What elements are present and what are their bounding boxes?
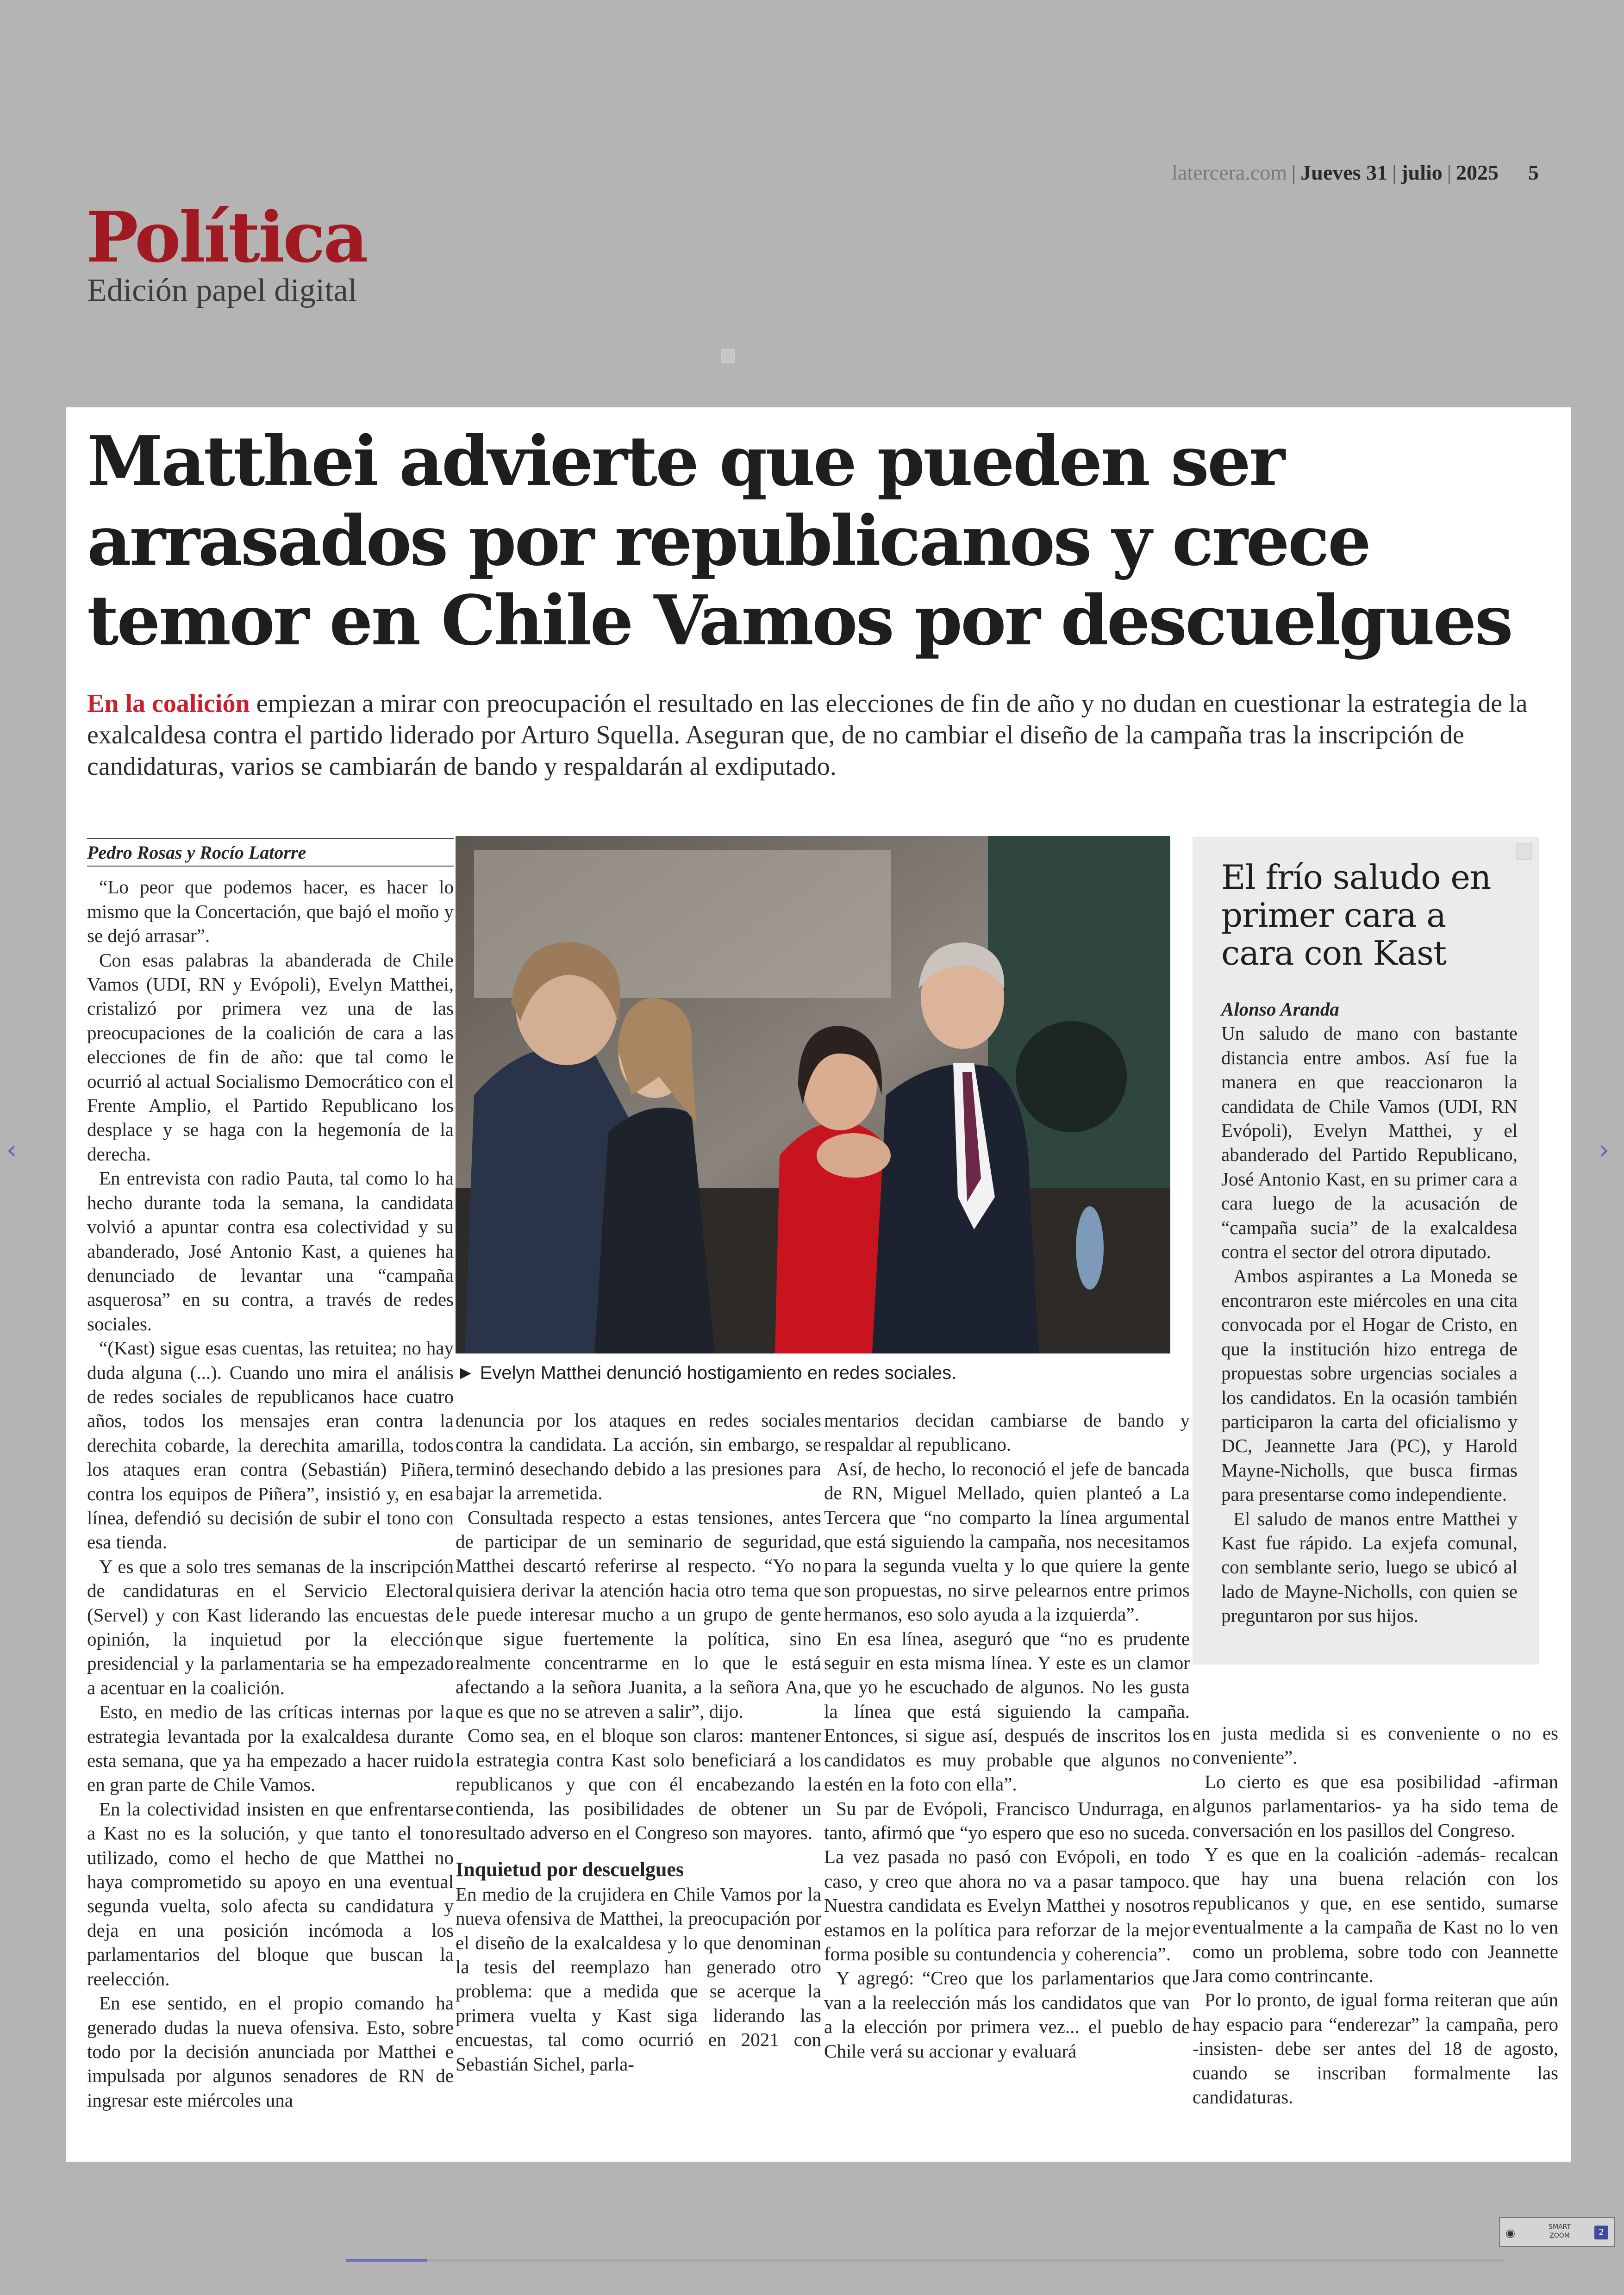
sidebar-byline: Alonso Aranda — [1221, 998, 1339, 1020]
article-photo — [456, 836, 1170, 1353]
paragraph: Así, de hecho, lo reconoció el jefe de bancada de RN, Miguel Mellado, quien planteó a La Tercera que “no comparto la línea argumental que está siguiendo la campaña, nos necesitamos para la segunda vuelta y lo que quiere la gente son propuestas, no sirve pelearnos entre primos hermanos, eso solo ayuda a la izquierda”. — [824, 1458, 1190, 1625]
eye-icon: ◉ — [1505, 2226, 1515, 2239]
paragraph: Con esas palabras la abanderada de Chile Vamos (UDI, RN y Evópoli), Evelyn Matthei, cristalizó por primera vez una de las preocupaciones de la coalición de cara a las elecciones de fin de año: que tal como le ocurrió al actual Socialismo Democrático con el Frente Amplio, el Partido Republicano los desplace y se haga con la hegemonía de la derecha. — [87, 949, 454, 1165]
paragraph: “Lo peor que podemos hacer, es hacer lo mismo que la Concertación, que bajó el moño y se dejó arrasar”. — [87, 876, 454, 947]
lede-text: empiezan a mirar con preocupación el resultado en las elecciones de fin de año y no dudan en cuestionar la estrategia de la exalcaldesa contra el partido liderado por Arturo Squella. Aseguran que, de no cambiar el diseño de la campaña tras la inscripción de candidaturas, varios se cambiarán de bando y respaldarán al exdiputado. — [87, 689, 1528, 781]
paragraph: En entrevista con radio Pauta, tal como lo ha hecho durante toda la semana, la candidata volvió a apuntar contra esa colectividad y su abanderado, José Antonio Kast, a quienes ha denunciado de levantar una “campaña asquerosa” en su contra, a través de redes sociales. — [87, 1167, 454, 1335]
photo-caption: ► Evelyn Matthei denunció hostigamiento en redes sociales. — [456, 1363, 957, 1383]
column-4 — [1193, 1721, 1558, 2109]
smart-zoom-button[interactable] — [1499, 2217, 1615, 2247]
edition-label: Edición papel digital — [87, 273, 357, 308]
site-name[interactable]: latercera.com — [1172, 161, 1287, 184]
article-marker-icon[interactable] — [721, 349, 735, 363]
paragraph: Y es que a solo tres semanas de la inscripción de candidaturas en el Servicio Electoral (Servel) y con Kast liderando las encuestas de opinión, la inquietud por la elección presidencial y la parlamentaria se ha empezado a acentuar en la coalición. — [87, 1555, 454, 1698]
next-page-icon[interactable]: › — [1599, 1135, 1610, 1165]
issue-year: 2025 — [1456, 161, 1499, 184]
sidebar-paragraph: Un saludo de mano con bastante distancia entre ambos. Así fue la manera en que reaccionaron la candidata de Chile Vamos (UDI, RN Evópoli), Evelyn Matthei, y el abanderado del Partido Republicano, José Antonio Kast, en su primer cara a cara luego de la acusación de “campaña sucia” de la exalcaldesa contra el sector del otrora diputado. — [1221, 1023, 1518, 1263]
issue-day: Jueves 31 — [1300, 161, 1388, 184]
page-progress-bar[interactable] — [346, 2259, 1504, 2262]
paragraph: Lo cierto es que esa posibilidad -afirman algunos parlamentarios- ya ha sido tema de conversación en los pasillos del Congreso. — [1193, 1771, 1558, 1841]
paragraph: denuncia por los ataques en redes sociales contra la candidata. La acción, sin embargo, se terminó desechando debido a las presiones para bajar la arremetida. — [456, 1409, 821, 1504]
paragraph: En esa línea, aseguró que “no es prudente seguir en esta misma línea. Y este es un clamor que yo he escuchado de algunos. No les gusta la línea que está siguiendo la campaña. Entonces, si sigue así, después de inscritos los candidatos es muy probable que algunos no estén en la foto con ella”. — [824, 1628, 1190, 1795]
column-3 — [824, 1408, 1190, 2063]
sidebar-box — [1193, 837, 1539, 1665]
paragraph: mentarios decidan cambiarse de bando y respaldar al republicano. — [824, 1409, 1190, 1455]
paragraph: Por lo pronto, de igual forma reiteran que aún hay espacio para “enderezar” la campaña, pero -insisten- debe ser antes del 18 de agosto, cuando se inscriban formalmente las candidaturas. — [1193, 1989, 1558, 2108]
subhead: Inquietud por descuelgues — [456, 1858, 684, 1881]
paragraph: “(Kast) sigue esas cuentas, las retuitea; no hay duda alguna (...). Cuando uno mira el análisis de redes sociales de republicanos hace cuatro años, todos los mensajes eran contra la derechita cobarde, la derechita amarilla, todos los ataques eran contra (Sebastián) Piñera, contra los equipos de Piñera”, insistió y, en esa línea, defendió su decisión de subir el tono con esa tienda. — [87, 1337, 454, 1553]
smart-zoom-label: SMART ZOOM — [1549, 2223, 1571, 2239]
paragraph: Su par de Evópoli, Francisco Undurraga, en tanto, afirmó que “yo espero que eso no suceda. La vez pasada no pasó con Evópoli, en todo caso, y creo que ahora no va a pasar tampoco. Nuestra candidata es Evelyn Matthei y nosotros estamos en la política para reforzar de la mejor forma posible su contundencia y coherencia”. — [824, 1797, 1190, 1964]
page-number: 5 — [1528, 161, 1539, 184]
lede — [87, 688, 1541, 782]
lede-kicker: En la coalición — [87, 689, 250, 718]
masthead — [0, 0, 1624, 407]
byline: Pedro Rosas y Rocío Latorre — [87, 838, 454, 867]
paragraph: Como sea, en el bloque son claros: mantener la estrategia contra Kast solo beneficiará a los republicanos y que con él encabezando la contienda, las posibilidades de obtener un resultado adverso en el Congreso son mayores. — [456, 1725, 821, 1843]
paragraph: En la colectividad insisten en que enfrentarse a Kast no es la solución, y que tanto el tono utilizado, como el hecho de que Matthei no haya comprometido su apoyo en una eventual segunda vuelta, solo afecta su candidatura y deja en una posición incómoda a los parlamentarios del bloque que buscan la reelección. — [87, 1798, 454, 1989]
sidebar-body — [1221, 997, 1518, 1628]
headline: Matthei advierte que pueden ser arrasados por republicanos y crece temor en Chile Vamos por descuelgues — [87, 421, 1512, 661]
column-2 — [456, 1408, 821, 2076]
page-progress-fill — [346, 2259, 427, 2262]
sidebar-paragraph: El saludo de manos entre Matthei y Kast fue rápido. La exjefa comunal, con semblante serio, luego se ubicó al lado de Mayne-Nicholls, con quien se preguntaron por sus hijos. — [1221, 1508, 1518, 1627]
column-1 — [87, 838, 454, 2112]
paragraph: En ese sentido, en el propio comando ha generado dudas la nueva ofensiva. Esto, sobre todo por la decisión anunciada por Matthei e impulsada por algunos senadores de RN de ingresar este miércoles una — [87, 1992, 454, 2111]
issue-line: latercera.com | Jueves 31 | julio | 2025 5 — [1172, 161, 1539, 184]
previous-page-icon[interactable]: ‹ — [6, 1135, 17, 1165]
paragraph: en justa medida si es conveniente o no es conveniente”. — [1193, 1722, 1558, 1768]
paragraph: Consultada respecto a estas tensiones, antes de participar de un seminario de seguridad, Matthei descartó referirse al respecto. “Yo no quisiera derivar la atención hacia otro tema que le puede interesar mucho a un grupo de gente que sigue fuertemente la política, sino realmente concentrarme en lo que le está afectando a la señora Juanita, a la señora Ana, que es que no se atreven a salir”, dijo. — [456, 1506, 821, 1722]
sidebar-marker-icon[interactable] — [1516, 843, 1532, 860]
issue-month: julio — [1401, 161, 1443, 184]
section-title: Política — [86, 197, 367, 278]
paragraph: Esto, en medio de las críticas internas por la estrategia levantada por la exalcaldesa durante esta semana, que ya ha empezado a hacer ruido en gran parte de Chile Vamos. — [87, 1701, 454, 1796]
paragraph: Y es que en la coalición -además- recalcan que hay una buena relación con los republicanos y que, en ese sentido, sumarse eventualmente a la campaña de Kast no lo ven como un problema, sobre todo con Jeannette Jara como contrincante. — [1193, 1844, 1558, 1987]
photo-illustration — [456, 836, 1170, 1353]
paragraph: Y agregó: “Creo que los parlamentarios que van a la reelección más los candidatos que van a la elección por primera vez... el pueblo de Chile verá su accionar y evaluará — [824, 1967, 1190, 2062]
sidebar-paragraph: Ambos aspirantes a La Moneda se encontraron este miércoles en una cita convocada por el Hogar de Cristo, en que la institución hizo entrega de propuestas sobre urgencias sociales a los candidatos. En la ocasión también participaron la carta del oficialismo y DC, Jeannette Jara (PC), y Harold Mayne-Nicholls, que busca firmas para presentarse como independiente. — [1221, 1265, 1518, 1505]
sidebar-title: El frío saludo en primer cara a cara con Kast — [1221, 858, 1491, 973]
zoom-badge: 2 — [1594, 2226, 1608, 2239]
paragraph: En medio de la crujidera en Chile Vamos por la nueva ofensiva de Matthei, la preocupación por el diseño de la exalcaldesa y lo que denominan la tesis del reemplazo han generado otro problema: que a medida que se acerque la primera vuelta y Kast siga liderando las encuestas, tal como ocurrió en 2021 con Sebastián Sichel, parla- — [456, 1883, 821, 2075]
article-sheet — [66, 407, 1571, 2162]
